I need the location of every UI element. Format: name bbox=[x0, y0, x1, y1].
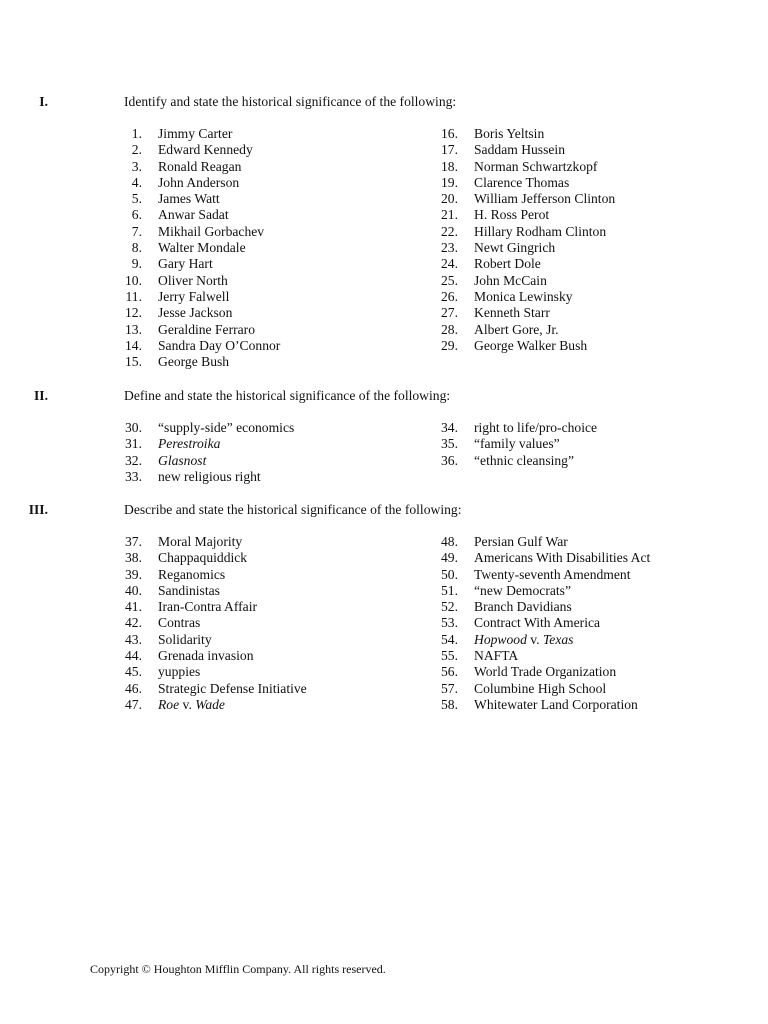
list-item bbox=[125, 354, 280, 370]
item-number: 39. bbox=[125, 566, 142, 582]
list-item bbox=[441, 582, 650, 599]
list-item bbox=[441, 648, 650, 664]
term-part: Texas bbox=[542, 631, 574, 647]
item-number: 7. bbox=[131, 223, 142, 239]
item-number: 3. bbox=[131, 158, 142, 174]
list-item bbox=[125, 436, 294, 452]
list-item bbox=[441, 174, 615, 191]
item-number: 48. bbox=[441, 534, 458, 549]
item-number: 23. bbox=[441, 240, 458, 256]
item-term: George Bush bbox=[158, 354, 230, 370]
item-term: Albert Gore, Jr. bbox=[474, 321, 559, 337]
item-term: Moral Majority bbox=[158, 534, 243, 549]
list-item bbox=[441, 321, 615, 338]
list-item bbox=[125, 337, 281, 354]
item-term: John McCain bbox=[474, 272, 547, 288]
item-number: 54. bbox=[441, 631, 458, 647]
item-number: 31. bbox=[125, 436, 142, 452]
list-item bbox=[125, 582, 307, 599]
list-item bbox=[441, 420, 598, 436]
item-number: 56. bbox=[441, 664, 458, 680]
item-number: 19. bbox=[441, 174, 458, 190]
item-number: 53. bbox=[441, 615, 458, 631]
item-term: George Walker Bush bbox=[474, 337, 588, 353]
item-term: Contras bbox=[158, 615, 201, 631]
item-number: 26. bbox=[441, 288, 458, 304]
item-term: Jerry Falwell bbox=[158, 288, 230, 304]
list-item bbox=[131, 256, 280, 272]
item-number: 42. bbox=[125, 615, 142, 631]
list-item bbox=[125, 272, 280, 289]
item-term: Mikhail Gorbachev bbox=[158, 223, 265, 239]
item-term bbox=[158, 453, 206, 469]
item-number: 28. bbox=[441, 321, 458, 337]
item-term: new religious right bbox=[158, 468, 261, 484]
list-item bbox=[441, 664, 650, 680]
item-number: 46. bbox=[125, 680, 142, 696]
list-item bbox=[441, 631, 650, 648]
item-term: H. Ross Perot bbox=[474, 207, 550, 223]
section-2-right-list bbox=[441, 420, 598, 469]
item-term: NAFTA bbox=[474, 648, 519, 664]
item-number: 52. bbox=[441, 599, 458, 615]
item-number: 51. bbox=[441, 582, 458, 598]
item-number: 55. bbox=[441, 648, 458, 664]
item-term: Grenada invasion bbox=[158, 648, 254, 664]
section-instruction: Define and state the historical significance of the following: bbox=[124, 388, 451, 403]
item-term: Jesse Jackson bbox=[158, 305, 233, 321]
section-instruction: Identify and state the historical significance of the following: bbox=[124, 94, 457, 109]
item-number: 25. bbox=[441, 272, 458, 288]
item-number: 13. bbox=[125, 321, 142, 337]
item-term: Persian Gulf War bbox=[474, 534, 568, 549]
section-instruction: Describe and state the historical significance of the following: bbox=[124, 502, 462, 517]
item-number: 2. bbox=[131, 142, 142, 158]
list-item bbox=[131, 126, 280, 142]
item-term: Iran-Contra Affair bbox=[158, 599, 258, 615]
list-item bbox=[441, 256, 615, 272]
item-number: 22. bbox=[441, 223, 458, 239]
item-number: 47. bbox=[125, 696, 142, 712]
item-number: 1. bbox=[131, 126, 142, 141]
item-number: 9. bbox=[131, 256, 142, 272]
term-italic: Perestroika bbox=[158, 436, 221, 452]
term-italic: Glasnost bbox=[158, 452, 207, 468]
list-item bbox=[125, 321, 280, 338]
term-part: Hopwood bbox=[474, 631, 527, 647]
item-number: 35. bbox=[441, 436, 458, 452]
item-term: World Trade Organization bbox=[474, 664, 617, 680]
item-number: 49. bbox=[441, 550, 458, 566]
item-term: Anwar Sadat bbox=[158, 207, 229, 223]
item-term: yuppies bbox=[158, 664, 201, 680]
item-number: 10. bbox=[125, 272, 142, 288]
item-term bbox=[158, 436, 220, 452]
item-number: 16. bbox=[441, 126, 458, 141]
list-item bbox=[125, 664, 307, 680]
list-item bbox=[131, 174, 280, 191]
item-term: John Anderson bbox=[158, 174, 240, 190]
item-number: 34. bbox=[441, 420, 458, 435]
list-item bbox=[441, 142, 615, 158]
item-term: Sandinistas bbox=[158, 582, 220, 598]
list-item bbox=[125, 566, 307, 583]
item-number: 44. bbox=[125, 648, 142, 664]
item-term: “family values” bbox=[474, 436, 560, 452]
list-item bbox=[125, 452, 294, 469]
list-item bbox=[125, 680, 307, 697]
item-term: Saddam Hussein bbox=[474, 142, 565, 158]
item-term: Ronald Reagan bbox=[158, 158, 242, 174]
list-item bbox=[441, 452, 597, 469]
list-item bbox=[131, 142, 280, 158]
item-term: James Watt bbox=[158, 191, 220, 207]
list-item bbox=[441, 207, 615, 223]
list-item bbox=[441, 305, 615, 321]
item-number: 27. bbox=[441, 305, 458, 321]
list-item bbox=[125, 599, 307, 615]
item-number: 20. bbox=[441, 191, 458, 207]
section-numeral: II. bbox=[34, 388, 48, 403]
item-term: Gary Hart bbox=[158, 256, 213, 272]
item-number: 36. bbox=[441, 452, 458, 468]
list-item bbox=[441, 550, 651, 566]
section-1-left-list bbox=[125, 126, 281, 370]
item-term: Columbine High School bbox=[474, 680, 607, 696]
item-term: Geraldine Ferraro bbox=[158, 321, 255, 337]
item-term: William Jefferson Clinton bbox=[474, 191, 616, 207]
list-item bbox=[125, 534, 307, 550]
item-term: Kenneth Starr bbox=[474, 305, 550, 321]
section-1-right-list bbox=[441, 126, 616, 354]
list-item bbox=[125, 696, 307, 713]
list-item bbox=[441, 696, 650, 713]
item-number: 29. bbox=[441, 337, 458, 353]
term-part: Roe bbox=[158, 696, 180, 712]
item-term: Boris Yeltsin bbox=[474, 126, 545, 141]
section-2-left-list bbox=[125, 420, 295, 485]
item-term: Robert Dole bbox=[474, 256, 541, 272]
list-item bbox=[441, 223, 615, 240]
item-number: 40. bbox=[125, 582, 142, 598]
term-part: Wade bbox=[195, 696, 225, 712]
list-item bbox=[441, 126, 615, 142]
item-number: 11. bbox=[125, 288, 142, 304]
item-term: Sandra Day O’Connor bbox=[158, 337, 281, 353]
item-term: Oliver North bbox=[158, 272, 228, 288]
item-term: Hillary Rodham Clinton bbox=[474, 223, 607, 239]
list-item bbox=[441, 599, 650, 615]
copyright-footer: Copyright © Houghton Mifflin Company. All rights reserved. bbox=[90, 962, 386, 976]
list-item bbox=[131, 240, 280, 256]
list-item bbox=[441, 566, 650, 583]
item-term: “ethnic cleansing” bbox=[474, 452, 575, 468]
item-term: Chappaquiddick bbox=[158, 550, 248, 566]
list-item bbox=[131, 158, 280, 175]
list-item bbox=[441, 337, 615, 354]
item-term: Contract With America bbox=[474, 615, 601, 631]
item-number: 58. bbox=[441, 696, 458, 712]
item-number: 33. bbox=[125, 468, 142, 484]
item-term: Branch Davidians bbox=[474, 599, 572, 615]
list-item bbox=[441, 615, 650, 631]
list-item bbox=[125, 648, 307, 664]
item-number: 8. bbox=[131, 240, 142, 256]
list-item bbox=[131, 207, 280, 223]
item-term: Solidarity bbox=[158, 631, 212, 647]
item-term: Clarence Thomas bbox=[474, 174, 570, 190]
list-item bbox=[441, 534, 650, 550]
item-term: “supply-side” economics bbox=[158, 420, 295, 435]
list-item bbox=[441, 191, 616, 207]
term-part: v. bbox=[179, 696, 196, 712]
item-number: 41. bbox=[125, 599, 142, 615]
item-number: 5. bbox=[131, 191, 142, 207]
item-term bbox=[158, 697, 225, 713]
item-term: Americans With Disabilities Act bbox=[474, 550, 651, 566]
list-item bbox=[441, 240, 615, 256]
item-term: Whitewater Land Corporation bbox=[474, 696, 638, 712]
section-numeral: I. bbox=[39, 94, 48, 109]
item-term: Walter Mondale bbox=[158, 240, 246, 256]
list-item bbox=[441, 158, 615, 175]
list-item bbox=[125, 288, 280, 305]
list-item bbox=[125, 631, 307, 648]
item-number: 21. bbox=[441, 207, 458, 223]
item-number: 4. bbox=[131, 174, 142, 190]
item-term: right to life/pro-choice bbox=[474, 420, 598, 435]
item-number: 14. bbox=[125, 337, 142, 353]
item-number: 50. bbox=[441, 566, 458, 582]
item-number: 32. bbox=[125, 452, 142, 468]
item-term: Edward Kennedy bbox=[158, 142, 253, 158]
item-number: 43. bbox=[125, 631, 142, 647]
item-number: 57. bbox=[441, 680, 458, 696]
item-number: 30. bbox=[125, 420, 142, 435]
item-number: 17. bbox=[441, 142, 458, 158]
item-term: Newt Gingrich bbox=[474, 240, 556, 256]
item-term: Strategic Defense Initiative bbox=[158, 680, 307, 696]
item-number: 24. bbox=[441, 256, 458, 272]
term-part: v. bbox=[526, 631, 543, 647]
list-item bbox=[441, 272, 615, 289]
list-item bbox=[131, 191, 280, 207]
item-term: Jimmy Carter bbox=[158, 126, 233, 141]
list-item bbox=[441, 288, 615, 305]
list-item bbox=[125, 615, 307, 631]
item-number: 37. bbox=[125, 534, 142, 549]
item-number: 18. bbox=[441, 158, 458, 174]
item-number: 15. bbox=[125, 354, 142, 370]
list-item bbox=[125, 468, 294, 485]
list-item bbox=[131, 223, 280, 240]
item-term: Norman Schwartzkopf bbox=[474, 158, 598, 174]
item-term: “new Democrats” bbox=[474, 582, 571, 598]
section-numeral: III. bbox=[28, 502, 48, 517]
section-3-right-list bbox=[441, 534, 651, 713]
list-item bbox=[441, 436, 597, 452]
item-number: 38. bbox=[125, 550, 142, 566]
item-term: Monica Lewinsky bbox=[474, 288, 573, 304]
item-number: 6. bbox=[131, 207, 142, 223]
item-number: 12. bbox=[125, 305, 142, 321]
list-item bbox=[125, 305, 280, 321]
list-item bbox=[125, 420, 295, 436]
item-term: Twenty-seventh Amendment bbox=[474, 566, 631, 582]
list-item bbox=[125, 550, 307, 566]
list-item bbox=[441, 680, 650, 697]
item-number: 45. bbox=[125, 664, 142, 680]
item-term: Reganomics bbox=[158, 566, 226, 582]
section-3-left-list bbox=[125, 534, 307, 713]
item-term bbox=[474, 632, 573, 648]
